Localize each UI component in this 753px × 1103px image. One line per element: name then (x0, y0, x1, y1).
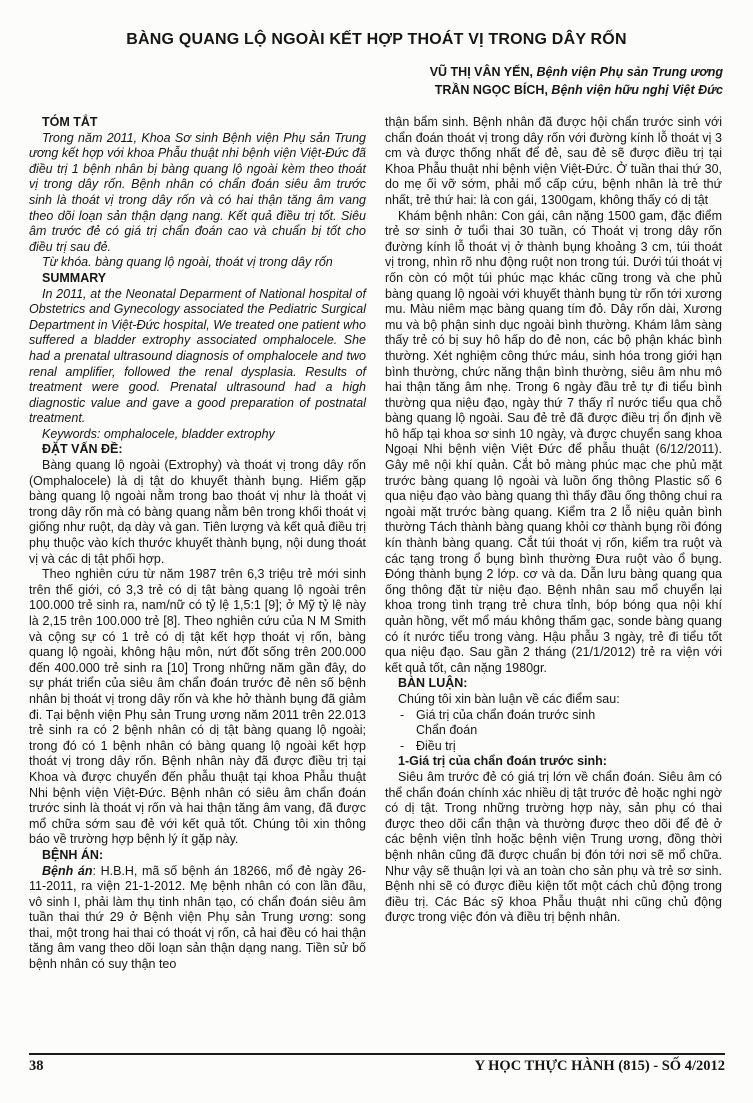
list-item-text: Chẩn đoán (416, 723, 478, 738)
discussion-list-item (385, 723, 722, 739)
list-item-text: Điều trị (416, 738, 456, 753)
keywords-english: Keywords: omphalocele, bladder extrophy (42, 426, 275, 441)
author-affiliation: Bệnh viện Phụ sản Trung ương (536, 65, 723, 79)
discussion-list-item (385, 708, 722, 724)
abstract-vietnamese: Trong năm 2011, Khoa Sơ sinh Bệnh viện Phụ sản Trung ương kết hợp với khoa Phẫu thuật nhi bệnh viện Việt-Đức đã điều trị 1 bệnh nhân bị bàng quang lộ ngoài kèm theo thoát vị trong dây rốn. Bệnh nhân có chẩn đoán siêu âm trước sinh là thoát vị trong dây rốn và có hai thận tăng âm vang theo dõi loạn sản thận dạng nang. Kết quả điều trị tốt. Siêu âm trước đẻ có giá trị chẩn đoán cao và chuẩn bị tốt cho điều trị sau đẻ. (29, 130, 366, 254)
page-footer (29, 1053, 725, 1075)
right-column (385, 115, 722, 973)
subsection-heading-prenatal-value: 1-Giá trị của chẩn đoán trước sinh: (398, 754, 607, 769)
author-line (0, 63, 723, 81)
discussion-list-item (385, 739, 722, 755)
section-heading-dat-van-de: ĐẶT VẤN ĐỀ: (42, 442, 123, 457)
author-line (0, 81, 723, 99)
epidemiology-paragraph: Theo nghiên cứu từ năm 1987 trên 6,3 triệu trẻ mới sinh trên thế giới, có 3,3 trẻ có dị tật bàng quang lộ ngoài trên 100.000 trẻ sinh ra, nam/nữ có tỷ lệ 1,5:1 [9]; ở Mỹ tỷ lệ này là 2,15 trên 100.000 trẻ [8]. Theo nghiên cứu của N M Smith và cộng sự có 1 trẻ có dị tật kết hợp thoát vị rốn, bàng quang lộ ngoài, không hậu môn, nứt đốt sống trên 200.000 đến 400.000 trẻ sinh ra [10] Trong những năm gần đây, do sự phát triển của siêu âm chẩn đoán trước đẻ nên số bệnh nhân bị thoát vị trong dây rốn và khe hở thành bụng đã giảm đi. Tại bệnh viện Phụ sản Trung ương năm 2011 trên 22.013 trẻ sinh ra có 2 bệnh nhân có dị tật bàng quang lộ ngoài; trong đó có 1 bệnh nhân có bàng quang lộ ngoài kết hợp thoát vị trong dây rốn. Bệnh nhân này đã được điều trị tại Khoa và được chuyển đến phẫu thuật tại khoa Phẫu thuật Nhi bệnh viện Việt-Đức. Bệnh nhân có siêu âm chẩn đoán trước sinh là thoát vị rốn và hai thận tăng âm vang, đã được mổ chữa sớm sau đẻ với kết quả tốt. Chúng tôi xin thông báo về trường hợp bệnh lý ít gặp này. (29, 567, 366, 847)
section-heading-tom-tat: TÓM TẮT (42, 115, 98, 129)
journal-reference: Y HỌC THỰC HÀNH (815) - SỐ 4/2012 (474, 1058, 725, 1074)
list-item-text: Giá trị của chẩn đoán trước sinh (416, 707, 596, 722)
list-dash-marker: - (400, 707, 405, 722)
intro-paragraph: Bàng quang lộ ngoài (Extrophy) và thoát vị trong dây rốn (Omphalocele) là dị tật do khuyết thành bụng. Hiếm gặp bàng quang lộ ngoài nằm trong bao thoát vị như là thoát vị trong dây rốn mà có bàng quang nằm bên trong khối thoát vị giống như ruột, dạ dày và gan. Tiên lượng và kết quả điều trị phụ thuộc vào kích thước khuyết thành bụng, nội dung thoát vị và các dị tật phối hợp. (29, 458, 366, 566)
article-title: BÀNG QUANG LỘ NGOÀI KẾT HỢP THOÁT VỊ TRONG DÂY RỐN (126, 31, 627, 48)
section-heading-summary: SUMMARY (42, 270, 107, 285)
case-record-text: : H.B.H, mã số bệnh án 18266, mổ đẻ ngày 26-11-2011, ra viện 21-1-2012. Mẹ bệnh nhân có con lần đầu, vô sinh I, phải làm thụ tinh nhân tạo, có chẩn đoán siêu âm tuần thai thứ 29 ở Bệnh viện Phụ sản Trung ương: song thai, một trong hai thai có thoát vị rốn, cả hai đều có hai thận tăng âm vang theo dõi loạn sản thận dạng nang. Tiền sử bố bệnh nhân có suy thận teo (29, 863, 366, 972)
case-record-label: Bệnh án (42, 863, 93, 878)
author-name: VŨ THỊ VÂN YẾN, (429, 65, 533, 79)
author-affiliation: Bệnh viện hữu nghị Việt Đức (551, 83, 723, 97)
section-heading-benh-an: BỆNH ÁN: (42, 847, 104, 862)
page-number: 38 (29, 1058, 44, 1074)
examination-paragraph: Khám bệnh nhân: Con gái, cân nặng 1500 gam, đặc điểm trẻ sơ sinh ở tuổi thai 30 tuần, có Thoát vị trong dây rốn đường kính lỗ thoát vị ở thành bụng khoảng 3 cm, túi thoát vị trong, nhìn rõ nhu động ruột non trong túi. Dưới túi thoát vị rốn còn có một túi phúc mạc khác cũng trong và che phủ bàng quang lộ ngoài với khuyết thành bụng từ rốn tới xương mu. Màu niêm mạc bàng quang tím đỏ. Dây rốn dài, Xương mu và bộ phận sinh dục ngoài bình thường. Khám lâm sàng thấy trẻ có bị suy hô hấp do đẻ non, các bộ phận khác bình thường. Xét nghiệm công thức máu, sinh hóa trong giới hạn bình thường, chức năng thận bình thường, siêu âm nhu mô hai thận tăng âm nhẹ. Trong 6 ngày đầu trẻ tự đi tiểu bình thường qua niệu đạo, ngày thứ 7 thấy rỉ nước tiểu qua chỗ bàng quang lộ ngoài. Sau đẻ trẻ đã được điều trị ổn định về hô hấp tại khoa sơ sinh 10 ngày, và được chuyển sang khoa Ngoại Nhi bệnh viện Việt Đức để phẫu thuật (6/12/2011). Gây mê nội khí quản. Cắt bỏ màng phúc mạc che phủ mặt trước bàng quang lộ ngoài và luồn ống thông Plastic số 6 qua niệu đạo vào bàng quang thì thấy đầu ống thông chui ra ngoài mặt trước bàng quang. Kiểm tra 2 lỗ niệu quản bình thường Tách thành bàng quang khỏi cơ thành bụng rồi đóng kín thành bàng quang. Cắt túi thoát vị rốn, kiểm tra ruột và các tạng trong ổ bụng bình thường Đưa ruột vào ổ bụng. Đóng thành bụng 2 lớp. cơ và da. Dẫn lưu bàng quang qua ống thông đặt từ niệu đạo. Bệnh nhân sau mổ chuyển lại khoa trong tình trạng trẻ chưa tỉnh, bóp bóng qua nội khí quản hồng, vết mổ máu không thấm gạc, sonde bàng quang có ít nước tiểu trong vàng. Hậu phẫu 3 ngày, trẻ đi tiểu tốt qua niệu đạo. Sau gần 2 tháng (21/1/2012) trẻ ra viện với kết quả tốt, cân nặng 1980gr. (385, 208, 722, 675)
abstract-english: In 2011, at the Neonatal Deparment of National hospital of Obstetrics and Gynecology associated the Pediatric Surgical Department in Việt-Đức hospital, We treated one patient who suffered a bladder extrophy associated omphalocele. She had a prenatal ultrasound diagnosis of omphalocele and two renal amplifier, followed the renal dysplasia. Results of treatment were good. Prenatal ultrasound had a high diagnostic value and gave a good preparation of postnatal treatment. (29, 286, 366, 426)
keywords-vietnamese: Từ khóa. bàng quang lộ ngoài, thoát vị trong dây rốn (42, 255, 333, 270)
discussion-intro-paragraph: Chúng tôi xin bàn luận về các điểm sau: (398, 691, 620, 706)
case-record-paragraph (29, 864, 366, 973)
prenatal-value-paragraph: Siêu âm trước đẻ có giá trị lớn về chẩn đoán. Siêu âm có thể chẩn đoán chính xác nhiều dị tật trước đẻ hoặc nghi ngờ có dị tật. Trong những trường hợp này, sản phụ có thai được theo dõi cẩn thận và thường được theo dõi để đẻ ở các bệnh viện tỉnh hoặc bệnh viện Trung ương, đồng thời bệnh nhân cũng đã được chuẩn bị đón tới nơi sẽ mổ chữa. Như vậy sẽ thuận lợi và an toàn cho sản phụ và trẻ sơ sinh. Bệnh nhi sẽ có được điều kiện tốt một cách chủ động trong điều trị. Các Bác sỹ khoa Phẫu thuật nhi cũng chủ động được trong việc đón và điều trị bệnh nhân. (385, 769, 722, 925)
left-column (29, 115, 366, 973)
author-name: TRẦN NGỌC BÍCH, (434, 83, 548, 97)
section-heading-ban-luan: BÀN LUẬN: (398, 676, 468, 691)
list-dash-marker: - (400, 738, 405, 753)
author-block (0, 50, 753, 99)
case-continuation-paragraph: thận bẩm sinh. Bệnh nhân đã được hội chẩn trước sinh với chẩn đoán thoát vị trong dây rốn với đường kính lỗ thoát vị 3 cm và được thống nhất để đẻ, sau đẻ sẽ được điều trị tại Khoa Phẫu thuật nhi bệnh viện Việt-Đức. Ở tuần thai thứ 30, do mẹ ối vỡ sớm, phải mổ cấp cứu, bệnh nhân là trẻ thứ nhất, trẻ thứ hai: là con gái, 1300gam, không thấy có dị tật (385, 115, 722, 207)
two-column-body (0, 99, 753, 973)
